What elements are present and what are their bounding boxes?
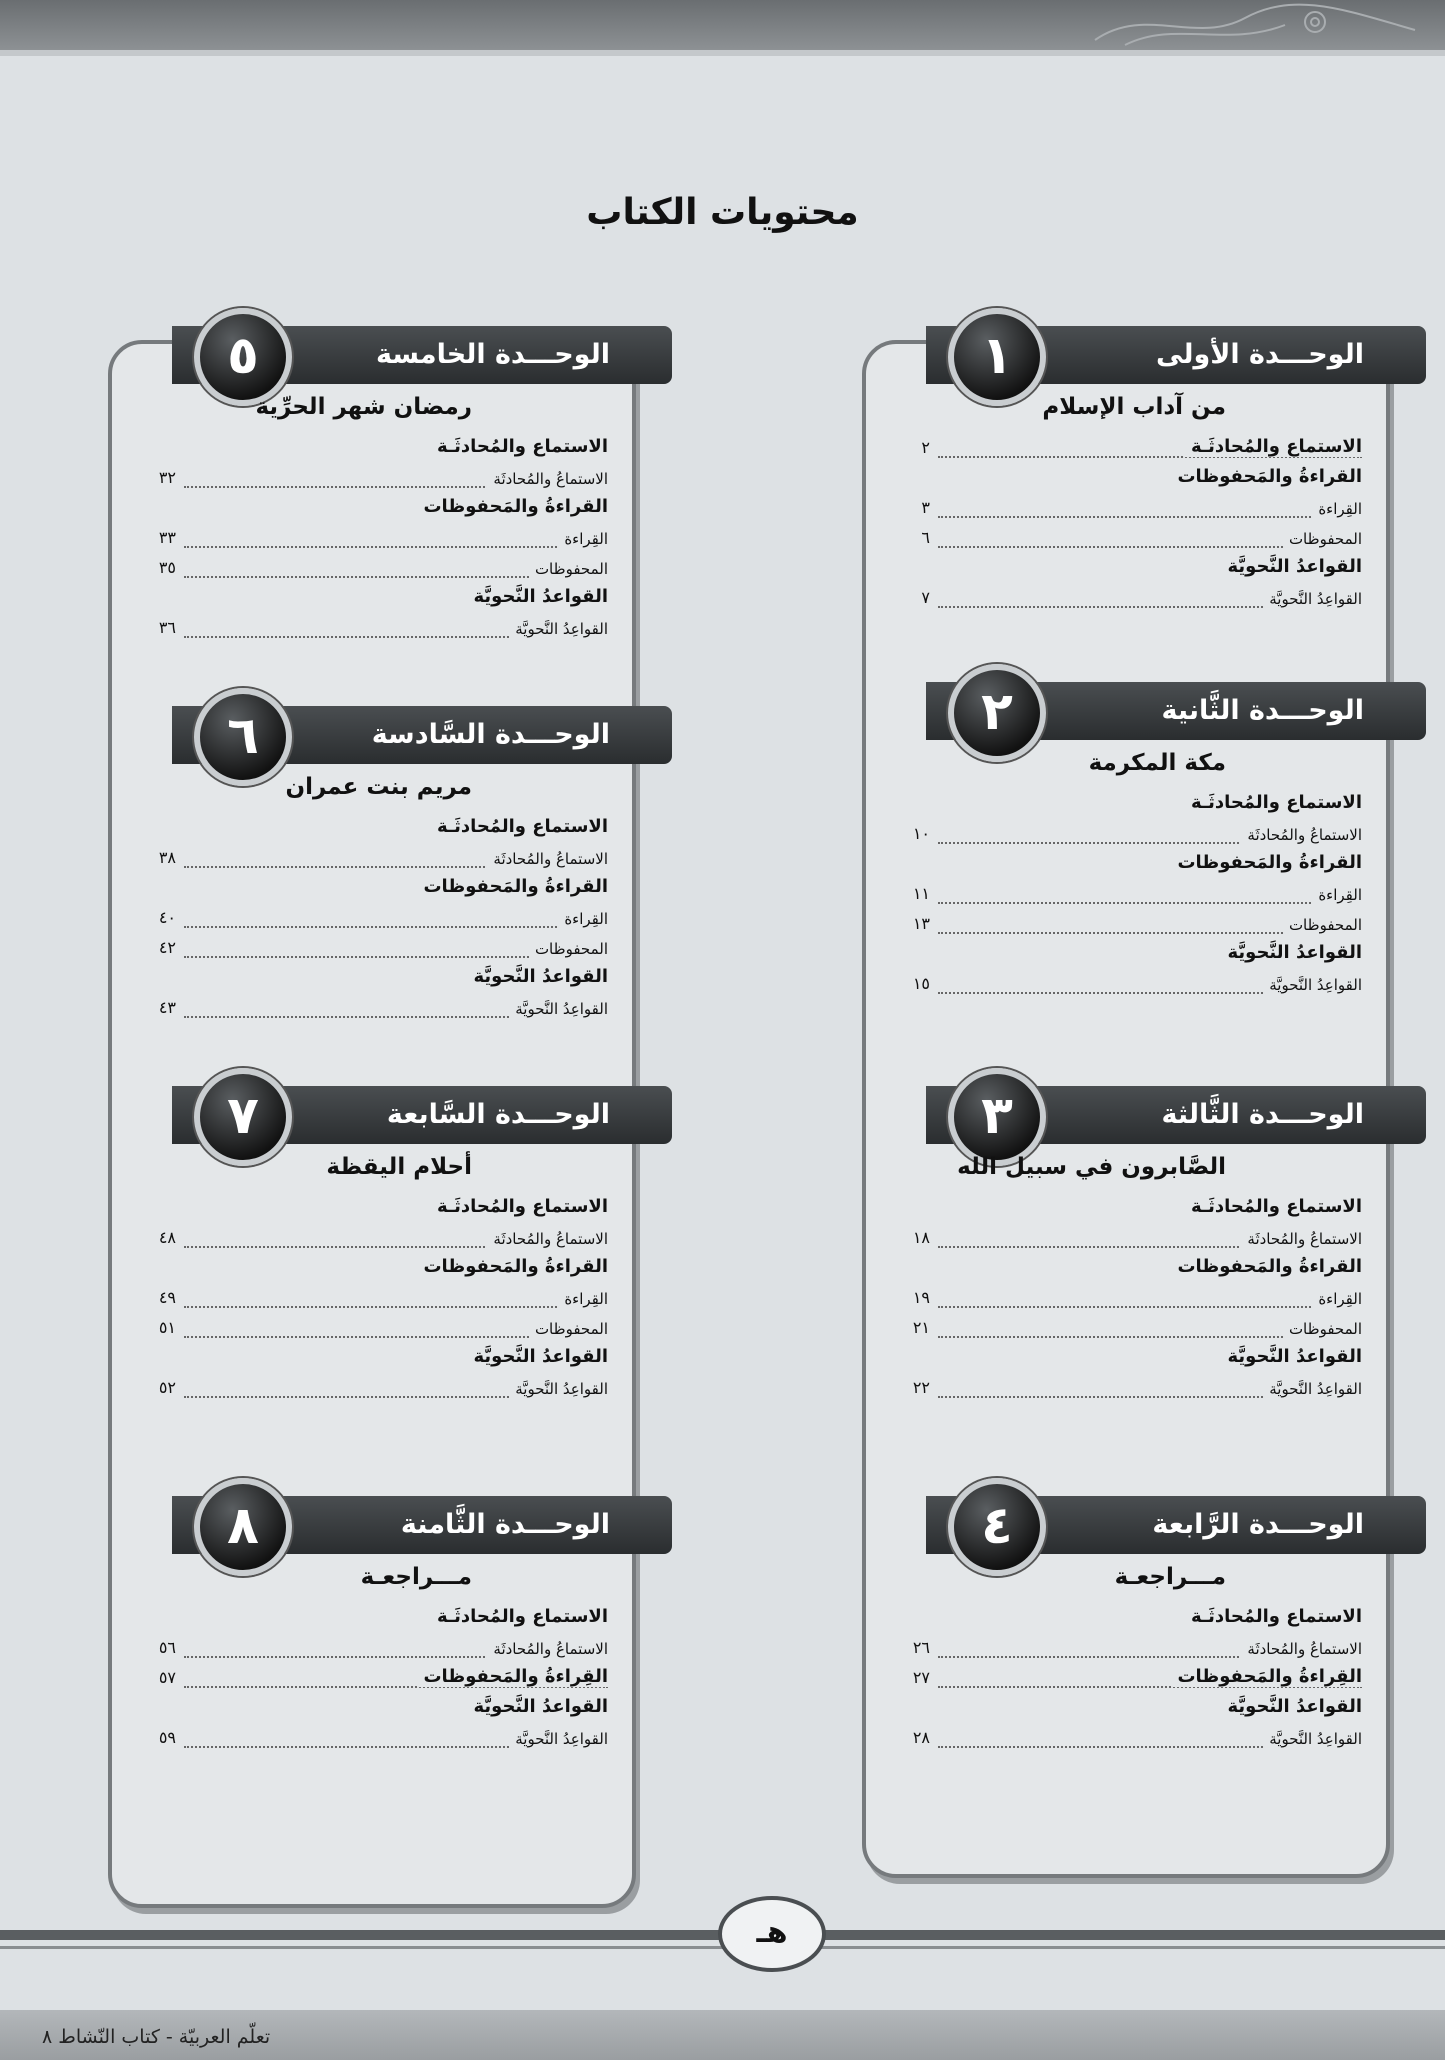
entry-page-number: ٥٦ (158, 1638, 176, 1657)
entry-label: القِراءة (558, 1290, 608, 1308)
entry-label: القِراءةُ والمَحفوظات (417, 1666, 608, 1687)
unit-number-badge: ٧ (194, 1068, 292, 1166)
toc-entry-row (112, 936, 632, 966)
entry-label: القِراءة (1312, 500, 1362, 518)
unit-section (112, 1496, 632, 1996)
entry-page-number: ٤٩ (158, 1288, 176, 1307)
lesson-title: رمضان شهر الحرِّية (255, 394, 472, 420)
toc-entry-row (866, 1316, 1386, 1346)
entry-page-number: ١٣ (912, 914, 930, 933)
section-label: القراءةُ والمَحفوظات (1177, 466, 1362, 487)
toc-entry-row (866, 882, 1386, 912)
entry-label: المحفوظات (529, 940, 608, 958)
entry-page-number: ٣٥ (158, 558, 176, 577)
toc-section-heading (112, 1606, 632, 1636)
entry-page-number: ٤٨ (158, 1228, 176, 1247)
entry-label: الاستماعُ والمُحادثَة (1241, 1640, 1362, 1658)
floral-ornament-icon (1085, 0, 1425, 50)
section-label: القواعدُ النَّحويَّة (473, 1696, 608, 1717)
toc-entry-row (866, 1376, 1386, 1406)
toc-entry-row (112, 1636, 632, 1666)
toc-entry-row (866, 822, 1386, 852)
entry-page-number: ٧ (921, 588, 930, 607)
toc-entry-row (112, 996, 632, 1026)
section-label: القراءةُ والمَحفوظات (423, 1256, 608, 1277)
toc-section-heading (112, 876, 632, 906)
entry-page-number: ٢ (921, 438, 930, 457)
footer-book-title: تعلّم العربيّة - كتاب النّشاط ٨ (42, 2026, 271, 2048)
section-label: القراءةُ والمَحفوظات (423, 876, 608, 897)
page-number-badge: هـ (718, 1896, 826, 1972)
top-header-line (0, 50, 1445, 56)
toc-entry-row (866, 1666, 1386, 1696)
entry-page-number: ٣ (921, 498, 930, 517)
unit-number-badge: ١ (948, 308, 1046, 406)
entry-page-number: ٢١ (912, 1318, 930, 1337)
unit-number-badge: ٦ (194, 688, 292, 786)
lesson-title: مـــراجعـة (360, 1564, 472, 1590)
toc-section-heading (866, 1606, 1386, 1636)
toc-entries (112, 1196, 632, 1406)
section-label: القواعدُ النَّحويَّة (1227, 1346, 1362, 1367)
section-label: القواعدُ النَّحويَّة (1227, 556, 1362, 577)
section-label: الاستماع والمُحادثَـة (437, 816, 608, 837)
contents-panel-left (108, 326, 636, 1908)
toc-section-heading (112, 496, 632, 526)
toc-entry-row (112, 1226, 632, 1256)
dotted-leader (938, 902, 1362, 904)
unit-number-badge: ٣ (948, 1068, 1046, 1166)
toc-entry-row (866, 1636, 1386, 1666)
entry-label: الاستماع والمُحادثَـة (1185, 436, 1362, 457)
toc-entry-row (112, 906, 632, 936)
entry-page-number: ٥٩ (158, 1728, 176, 1747)
toc-entries (112, 816, 632, 1026)
toc-section-heading (866, 556, 1386, 586)
unit-number-badge: ٤ (948, 1478, 1046, 1576)
entry-page-number: ٣٣ (158, 528, 176, 547)
toc-section-heading (112, 1346, 632, 1376)
lesson-title: من آداب الإسلام (1042, 394, 1226, 420)
toc-entry-row (112, 1376, 632, 1406)
lesson-title: مريم بنت عمران (285, 774, 472, 800)
unit-title: الوحـــدة الأولى (1156, 339, 1364, 370)
entry-label: المحفوظات (1283, 916, 1362, 934)
toc-section-heading (866, 942, 1386, 972)
toc-entry-row (112, 1316, 632, 1346)
entry-label: الاستماعُ والمُحادثَة (1241, 1230, 1362, 1248)
contents-panel-right (862, 326, 1390, 1878)
section-label: القراءةُ والمَحفوظات (423, 496, 608, 517)
entry-label: الاستماعُ والمُحادثَة (1241, 826, 1362, 844)
dotted-leader (938, 516, 1362, 518)
dotted-leader (184, 1306, 608, 1308)
toc-section-heading (866, 792, 1386, 822)
entry-page-number: ٢٦ (912, 1638, 930, 1657)
toc-entry-row (112, 556, 632, 586)
entry-label: القِراءةُ والمَحفوظات (1171, 1666, 1362, 1687)
unit-title: الوحـــدة الرَّابعة (1152, 1509, 1364, 1540)
toc-section-heading (866, 1346, 1386, 1376)
toc-entry-row (866, 1226, 1386, 1256)
entry-label: الاستماعُ والمُحادثَة (487, 1640, 608, 1658)
dotted-leader (938, 1306, 1362, 1308)
entry-label: الاستماعُ والمُحادثَة (487, 1230, 608, 1248)
toc-entry-row (112, 1286, 632, 1316)
dotted-leader (184, 546, 608, 548)
toc-entries (866, 792, 1386, 1002)
entry-label: القواعِدُ النَّحويَّة (509, 1000, 608, 1018)
dotted-leader (184, 926, 608, 928)
unit-title: الوحـــدة الثَّالثة (1161, 1099, 1364, 1130)
toc-section-heading (866, 466, 1386, 496)
section-label: الاستماع والمُحادثَـة (437, 1606, 608, 1627)
entry-page-number: ٤٠ (158, 908, 176, 927)
toc-entries (866, 436, 1386, 616)
toc-section-heading (866, 1256, 1386, 1286)
entry-label: المحفوظات (529, 560, 608, 578)
toc-entry-row (866, 912, 1386, 942)
toc-entries (112, 436, 632, 646)
entry-label: القِراءة (1312, 1290, 1362, 1308)
toc-entry-row (112, 616, 632, 646)
entry-page-number: ٢٢ (912, 1378, 930, 1397)
lesson-title: مكة المكرمة (1088, 750, 1226, 776)
toc-entry-row (866, 586, 1386, 616)
toc-section-heading (112, 966, 632, 996)
toc-entry-row (112, 1666, 632, 1696)
toc-entries (866, 1606, 1386, 1756)
entry-label: القواعِدُ النَّحويَّة (1263, 976, 1362, 994)
toc-entries (866, 1196, 1386, 1406)
toc-section-heading (112, 816, 632, 846)
toc-section-heading (112, 1696, 632, 1726)
toc-section-heading (112, 1256, 632, 1286)
section-label: القواعدُ النَّحويَّة (1227, 1696, 1362, 1717)
section-label: الاستماع والمُحادثَـة (1191, 1196, 1362, 1217)
toc-entry-row (112, 466, 632, 496)
lesson-title: أحلام اليقظة (326, 1154, 472, 1180)
section-label: القواعدُ النَّحويَّة (473, 586, 608, 607)
section-label: الاستماع والمُحادثَـة (1191, 792, 1362, 813)
entry-label: القواعِدُ النَّحويَّة (1263, 1730, 1362, 1748)
toc-entry-row (866, 436, 1386, 466)
section-label: الاستماع والمُحادثَـة (437, 436, 608, 457)
entry-label: القواعِدُ النَّحويَّة (509, 1730, 608, 1748)
page-title: محتويات الكتاب (586, 192, 859, 233)
entry-page-number: ٦ (921, 528, 930, 547)
toc-entry-row (866, 972, 1386, 1002)
unit-number-badge: ٢ (948, 664, 1046, 762)
lesson-title: الصَّابرون في سبيل الله (957, 1154, 1226, 1180)
section-label: القواعدُ النَّحويَّة (473, 1346, 608, 1367)
entry-label: القِراءة (558, 530, 608, 548)
unit-title: الوحـــدة الخامسة (376, 339, 610, 370)
entry-label: القواعِدُ النَّحويَّة (509, 620, 608, 638)
section-label: الاستماع والمُحادثَـة (437, 1196, 608, 1217)
entry-page-number: ٣٦ (158, 618, 176, 637)
entry-page-number: ٢٧ (912, 1668, 930, 1687)
toc-section-heading (112, 1196, 632, 1226)
entry-page-number: ١٩ (912, 1288, 930, 1307)
entry-label: المحفوظات (1283, 1320, 1362, 1338)
toc-entry-row (112, 526, 632, 556)
unit-title: الوحـــدة الثَّانية (1161, 695, 1364, 726)
unit-title: الوحـــدة السَّادسة (371, 719, 610, 750)
unit-section (866, 1496, 1386, 1996)
entry-page-number: ٥١ (158, 1318, 176, 1337)
toc-entry-row (866, 496, 1386, 526)
toc-entry-row (866, 1286, 1386, 1316)
toc-section-heading (112, 436, 632, 466)
entry-label: القواعِدُ النَّحويَّة (509, 1380, 608, 1398)
toc-entries (112, 1606, 632, 1756)
entry-page-number: ٥٧ (158, 1668, 176, 1687)
entry-label: المحفوظات (1283, 530, 1362, 548)
toc-section-heading (112, 586, 632, 616)
section-label: القراءةُ والمَحفوظات (1177, 1256, 1362, 1277)
entry-page-number: ٣٢ (158, 468, 176, 487)
entry-page-number: ١١ (912, 884, 930, 903)
entry-label: القِراءة (558, 910, 608, 928)
section-label: الاستماع والمُحادثَـة (1191, 1606, 1362, 1627)
toc-entry-row (866, 1726, 1386, 1756)
toc-section-heading (866, 1196, 1386, 1226)
entry-label: المحفوظات (529, 1320, 608, 1338)
unit-number-badge: ٥ (194, 308, 292, 406)
toc-section-heading (866, 852, 1386, 882)
entry-label: القِراءة (1312, 886, 1362, 904)
entry-label: القواعِدُ النَّحويَّة (1263, 1380, 1362, 1398)
entry-page-number: ٤٢ (158, 938, 176, 957)
entry-page-number: ٢٨ (912, 1728, 930, 1747)
unit-title: الوحـــدة السَّابعة (386, 1099, 610, 1130)
toc-entry-row (112, 1726, 632, 1756)
entry-page-number: ١٠ (912, 824, 930, 843)
unit-title: الوحـــدة الثَّامنة (400, 1509, 610, 1540)
entry-label: الاستماعُ والمُحادثَة (487, 470, 608, 488)
unit-number-badge: ٨ (194, 1478, 292, 1576)
toc-entry-row (112, 846, 632, 876)
toc-entry-row (866, 526, 1386, 556)
section-label: القواعدُ النَّحويَّة (473, 966, 608, 987)
entry-page-number: ١٥ (912, 974, 930, 993)
entry-page-number: ١٨ (912, 1228, 930, 1247)
lesson-title: مـــراجعـة (1114, 1564, 1226, 1590)
entry-page-number: ٥٢ (158, 1378, 176, 1397)
entry-page-number: ٣٨ (158, 848, 176, 867)
section-label: القراءةُ والمَحفوظات (1177, 852, 1362, 873)
section-label: القواعدُ النَّحويَّة (1227, 942, 1362, 963)
toc-section-heading (866, 1696, 1386, 1726)
entry-page-number: ٤٣ (158, 998, 176, 1017)
entry-label: القواعِدُ النَّحويَّة (1263, 590, 1362, 608)
entry-label: الاستماعُ والمُحادثَة (487, 850, 608, 868)
